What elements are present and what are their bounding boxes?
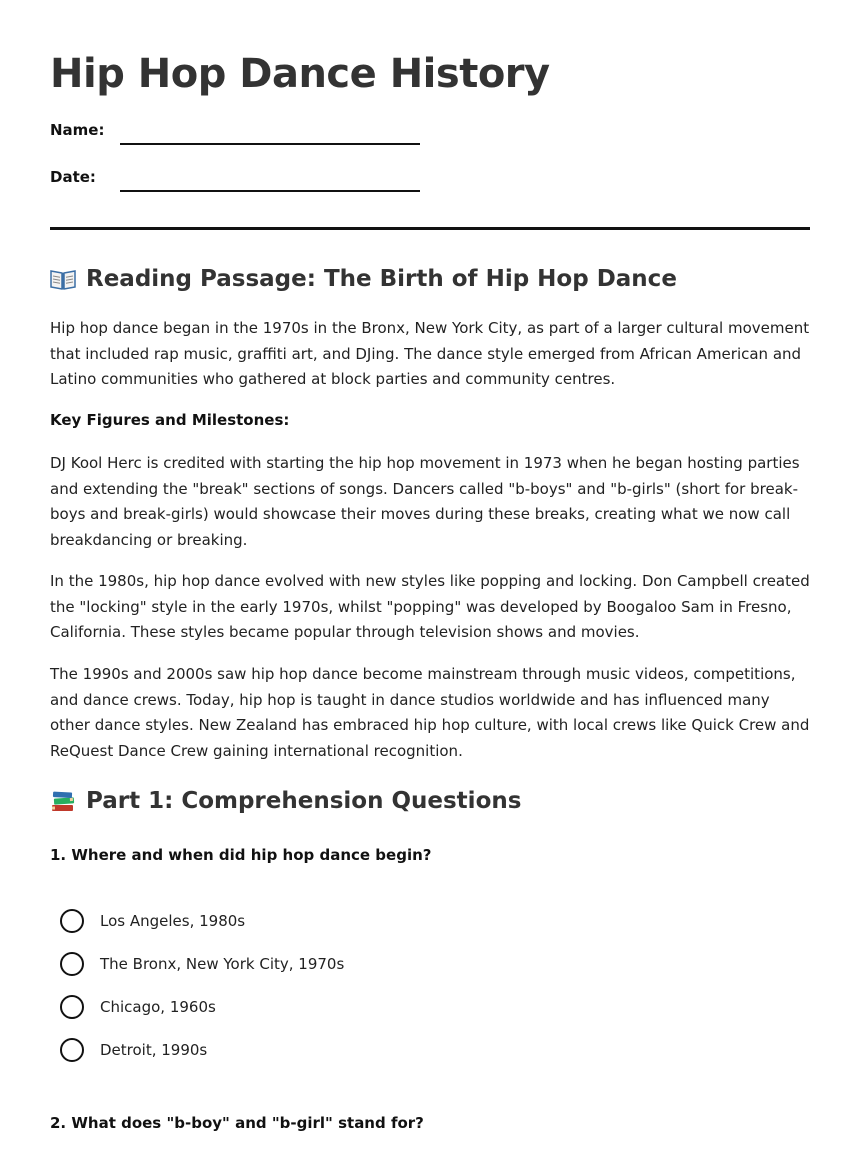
open-book-icon [50,267,76,291]
reading-paragraph: The 1990s and 2000s saw hip hop dance become mainstream through music videos, competitions, and dance crews. Today, hip hop is taught in dance studios worldwide and has influenced many other dance styles. New Zealand has embraced hip hop culture, with local crews like Quick Crew and ReQuest Dance Crew gaining international recognition. [50,665,810,761]
radio-button[interactable] [60,995,84,1019]
question-1: 1. Where and when did hip hop dance begin? [50,846,432,864]
reading-paragraph: In the 1980s, hip hop dance evolved with new styles like popping and locking. Don Campbell created the "locking" style in the early 1970s, whilst "popping" was developed by Boogaloo Sam in Fresno, California. These styles became popular through television shows and movies. [50,572,810,642]
question-1-option-d[interactable] [60,1037,207,1063]
key-figures-subheading: Key Figures and Milestones: [50,411,290,429]
worksheet-title: Hip Hop Dance History [50,51,550,97]
name-line[interactable] [120,143,420,145]
part1-heading [50,788,521,814]
question-2: 2. What does "b-boy" and "b-girl" stand for? [50,1114,424,1132]
radio-button[interactable] [60,909,84,933]
question-1-option-a[interactable] [60,908,245,934]
date-line[interactable] [120,190,420,192]
reading-heading [50,266,677,292]
option-label: Chicago, 1960s [100,998,216,1016]
reading-heading-text: Reading Passage: The Birth of Hip Hop Dance [86,266,677,292]
reading-intro: Hip hop dance began in the 1970s in the Bronx, New York City, as part of a larger cultural movement that included rap music, graffiti art, and DJing. The dance style emerged from African American and Latino communities who gathered at block parties and community centres. [50,319,810,389]
radio-button[interactable] [60,952,84,976]
question-1-option-b[interactable] [60,951,344,977]
name-field[interactable] [50,121,430,151]
option-label: Los Angeles, 1980s [100,912,246,930]
question-1-option-c[interactable] [60,994,216,1020]
date-field[interactable] [50,168,430,198]
stacked-books-icon [50,789,76,813]
option-label: Detroit, 1990s [100,1041,208,1059]
date-label: Date: [50,168,96,186]
radio-button[interactable] [60,1038,84,1062]
reading-paragraph: DJ Kool Herc is credited with starting the hip hop movement in 1973 when he began hosting parties and extending the "break" sections of songs. Dancers called "b-boys" and "b-girls" (short for break-boys and break-girls) would showcase their moves during these breaks, creating what we now call breakdancing or breaking. [50,454,800,550]
part1-heading-text: Part 1: Comprehension Questions [86,788,522,814]
name-label: Name: [50,121,105,139]
header-divider [50,227,810,230]
option-label: The Bronx, New York City, 1970s [100,955,345,973]
